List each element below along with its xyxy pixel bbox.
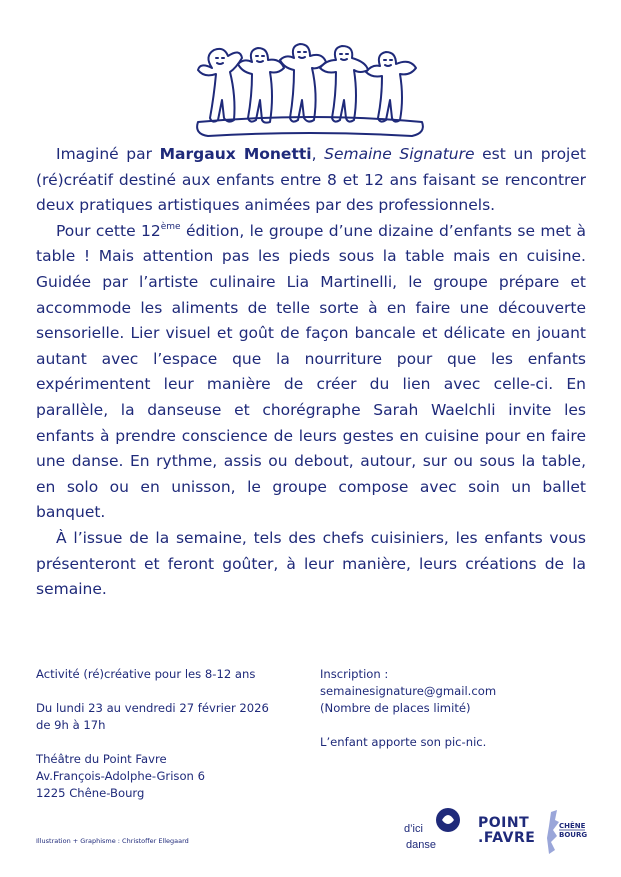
registration-email[interactable]: semainesignature@gmail.com (320, 684, 497, 698)
edition-text-start: Pour cette 12 (56, 221, 161, 240)
description-text (36, 142, 586, 603)
author-name: Margaux Monetti (159, 145, 312, 163)
intro-text-start: Imaginé par (56, 145, 160, 163)
point-favre-bottom: .FAVRE (478, 830, 536, 846)
paragraph-closing: À l’issue de la semaine, tels des chefs cuisiniers, les enfants vous présenteront et feront goûter, à leur manière, leurs créations de la semaine. (36, 528, 586, 599)
venue-city: 1225 Chêne-Bourg (36, 786, 145, 800)
paragraph-edition (36, 219, 586, 526)
partner-logos (400, 806, 590, 856)
credits-line: Illustration + Graphisme : Christoffer Ellegaard (36, 837, 189, 845)
venue-name: Théâtre du Point Favre (36, 752, 167, 766)
practical-info (36, 666, 306, 802)
dates-line: Du lundi 23 au vendredi 27 février 2026 (36, 701, 269, 715)
edition-text-end: édition, le groupe d’une dizaine d’enfants se met à table ! Mais attention pas les pieds sous la table mais en cuisine. Guidée par l’artiste culinaire Lia Martinelli, le groupe prépare et accommode les aliments de telle sorte à en faire une découverte sensorielle. Lier visuel et goût de façon bancale et délicate en jouant autant avec l’espace que la nourriture pour que les enfants expérimentent leur manière de créer du lien avec celle-ci. En parallèle, la danseuse et chorégraphe Sarah Waelchli invite les enfants à prendre conscience de leurs gestes en cuisine pour en faire une danse. En rythme, assis ou debout, autour, sur ou sous la table, en solo ou en unisson, le groupe compose avec soin un ballet banquet. (36, 221, 586, 522)
intro-text-end: est un projet (ré)créatif destiné aux enfants entre 8 et 12 ans faisant se rencontrer deux pratiques artistiques animées par des professionnels. (36, 145, 586, 215)
chene-text: CHÊNE (559, 822, 586, 830)
venue-street: Av.François-Adolphe-Grison 6 (36, 769, 205, 783)
edition-ordinal: ème (160, 221, 181, 232)
paragraph-intro (36, 142, 586, 219)
hours-line: de 9h à 17h (36, 718, 106, 732)
dici-danse-logo (400, 806, 466, 856)
bourg-text: BOURG (559, 831, 588, 839)
dici-top-text: d’ici (404, 823, 423, 835)
point-favre-logo (478, 816, 535, 846)
dancing-figures-illustration (190, 38, 430, 140)
dici-bottom-text: danse (406, 839, 436, 851)
chene-bourg-logo (543, 808, 591, 856)
project-title: Semaine Signature (324, 145, 475, 163)
point-favre-top: POINT (478, 815, 530, 831)
activity-line: Activité (ré)créative pour les 8-12 ans (36, 667, 256, 681)
registration-label: Inscription : (320, 667, 389, 681)
intro-comma: , (311, 145, 325, 163)
registration-info (320, 666, 580, 751)
places-limit: (Nombre de places limité) (320, 701, 471, 715)
picnic-note: L’enfant apporte son pic-nic. (320, 735, 487, 749)
